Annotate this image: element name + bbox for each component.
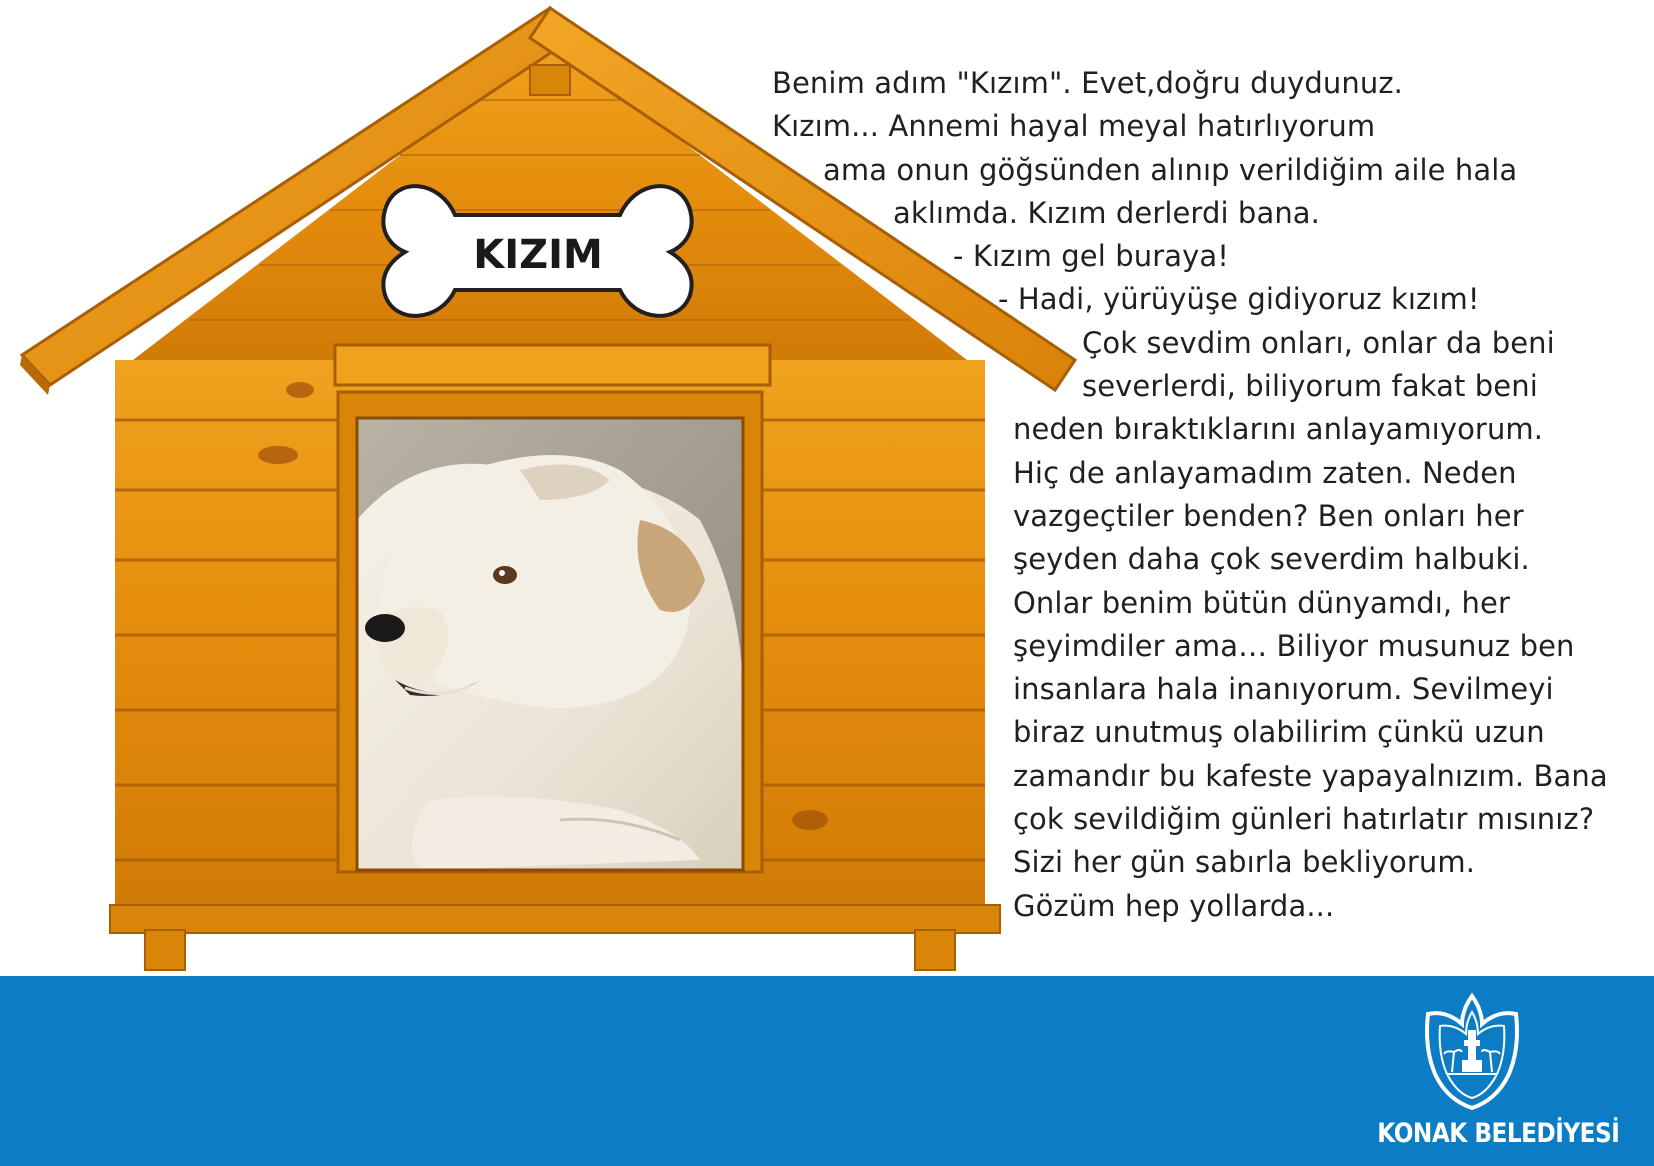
story-line: - Kızım gel buraya! [953,239,1229,274]
story-line: Onlar benim bütün dünyamdı, her [1013,585,1510,620]
story-line: Gözüm hep yollarda... [1013,888,1335,923]
story-line: Çok sevdim onları, onlar da beni [1082,325,1555,360]
story-line: şeyden daha çok severdim halbuki. [1013,542,1530,577]
konak-municipality-tulip-emblem [1416,990,1528,1112]
story-line: biraz unutmuş olabilirim çünkü uzun [1013,715,1545,750]
story-line: zamandır bu kafeste yapayalnızım. Bana [1013,758,1608,793]
story-line: şeyimdiler ama… Biliyor musunuz ben [1013,628,1575,663]
nameplate-text: KIZIM [473,232,603,278]
story-text [772,62,1640,928]
story-line: - Hadi, yürüyüşe gidiyoruz kızım! [998,282,1480,317]
story-line: insanlara hala inanıyorum. Sevilmeyi [1013,672,1554,707]
story-line: aklımda. Kızım derlerdi bana. [893,195,1320,230]
story-line: Kızım... Annemi hayal meyal hatırlıyorum [772,109,1376,144]
white-dog-photo [357,418,743,870]
story-line: Hiç de anlayamadım zaten. Neden [1013,455,1517,490]
story-line: severlerdi, biliyorum fakat beni [1082,369,1538,404]
story-line: neden bıraktıklarını anlayamıyorum. [1013,412,1544,447]
story-line: ama onun göğsünden alınıp verildiğim aile hala [823,152,1518,187]
story-line: Sizi her gün sabırla bekliyorum. [1013,845,1476,880]
story-line: çok sevildiğim günleri hatırlatır mısınız? [1013,802,1595,837]
brand-name: KONAK BELEDİYESİ [1377,1118,1620,1149]
story-line: vazgeçtiler benden? Ben onları her [1013,498,1524,533]
story-line: Benim adım "Kızım". Evet,doğru duydunuz. [772,66,1403,100]
